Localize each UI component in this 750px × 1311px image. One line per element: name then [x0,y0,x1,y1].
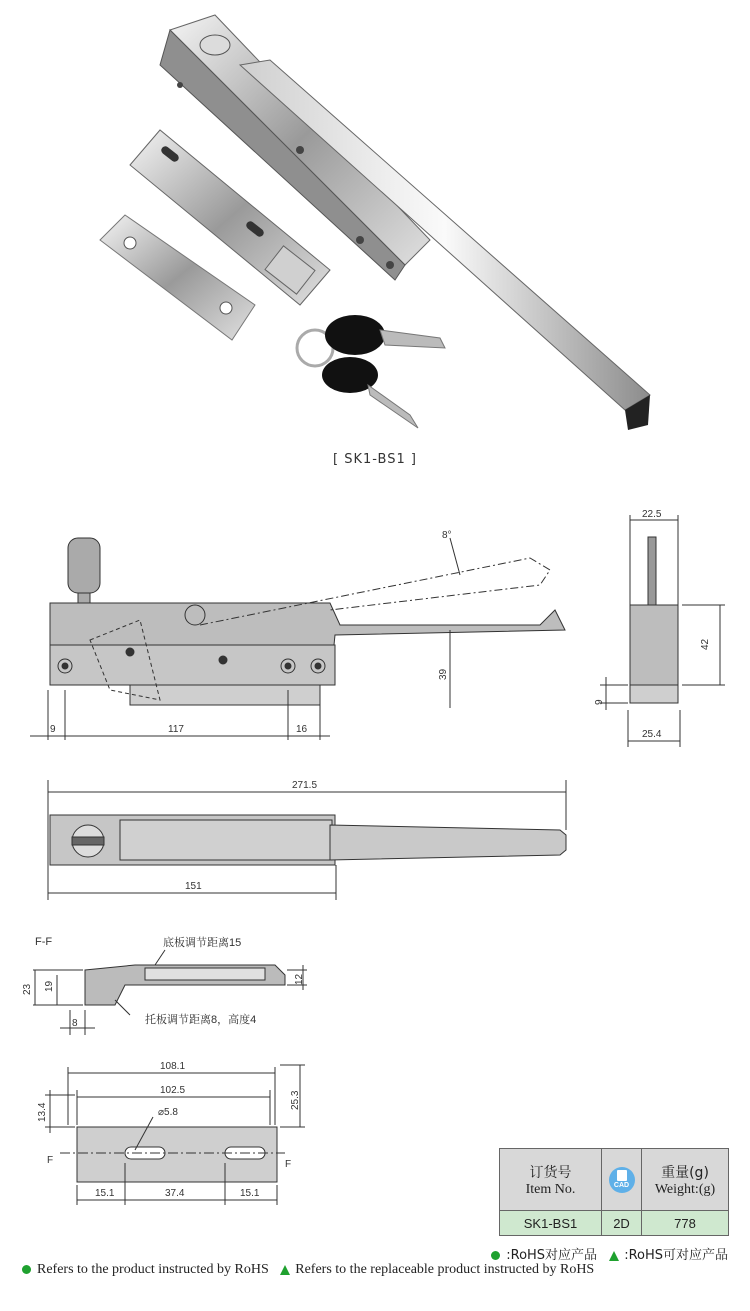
note-pallet-adjust: 托板调节距离8，高度4 [145,1014,257,1026]
section-mark-left: F [47,1155,54,1166]
legend-en [22,1262,594,1278]
weight-value: 778 [642,1211,728,1235]
dim-13-4: 13.4 [37,1102,48,1122]
dim-117: 117 [168,724,184,735]
legend-cn-rohs: :RoHS对应产品 [506,1248,598,1263]
section-view-drawing [15,930,325,1040]
dim-9-end: 9 [594,699,605,705]
legend-cn [491,1244,728,1263]
dim-37-4: 37.4 [165,1188,185,1199]
cad-format-value: 2D [602,1211,642,1235]
rohs-triangle-icon [609,1251,619,1261]
header-item-no: 订货号 Item No. [500,1149,602,1211]
product-photo [0,0,750,450]
section-mark-right: F [285,1159,292,1170]
top-view-drawing [0,775,750,905]
dim-8: 8 [72,1018,78,1029]
header-weight: 重量(g) Weight:(g) [642,1149,728,1211]
dim-23: 23 [22,983,33,995]
dim-15-1-b: 15.1 [240,1188,260,1199]
rohs-dot-icon [491,1251,500,1260]
dim-22-5: 22.5 [642,509,662,520]
dim-19: 19 [44,980,55,992]
rohs-dot-icon [22,1265,31,1274]
section-label: F-F [35,936,53,948]
dim-271-5: 271.5 [292,780,318,791]
dim-12: 12 [294,973,305,985]
header-cad [602,1149,642,1211]
note-base-adjust: 底板调节距离15 [163,937,242,949]
dim-108-1: 108.1 [160,1061,186,1072]
spec-table [499,1148,729,1236]
dim-102-5: 102.5 [160,1085,186,1096]
legend-cn-replaceable: :RoHS可对应产品 [624,1248,728,1263]
rohs-triangle-icon [280,1265,290,1275]
keys [297,315,445,428]
legend-en-rohs: Refers to the product instructed by RoHS [37,1262,269,1277]
dim-25-4: 25.4 [642,729,662,740]
item-no-value: SK1-BS1 [500,1211,602,1235]
dim-42: 42 [700,638,711,650]
dim-angle: 8° [442,530,452,541]
dim-15-1-a: 15.1 [95,1188,115,1199]
plate-drawing [15,1055,335,1205]
dim-25-3: 25.3 [290,1090,301,1110]
dim-9: 9 [50,724,56,735]
dim-151: 151 [185,881,202,892]
dim-height-39: 39 [438,668,449,680]
dim-16: 16 [296,724,308,735]
legend-en-replaceable: Refers to the replaceable product instructed by RoHS [295,1262,595,1277]
dim-hole-5-8: ⌀5.8 [158,1107,178,1118]
cad-icon: CAD [609,1167,635,1193]
product-caption: [ SK1-BS1 ] [333,452,417,467]
end-view-drawing [590,505,740,750]
